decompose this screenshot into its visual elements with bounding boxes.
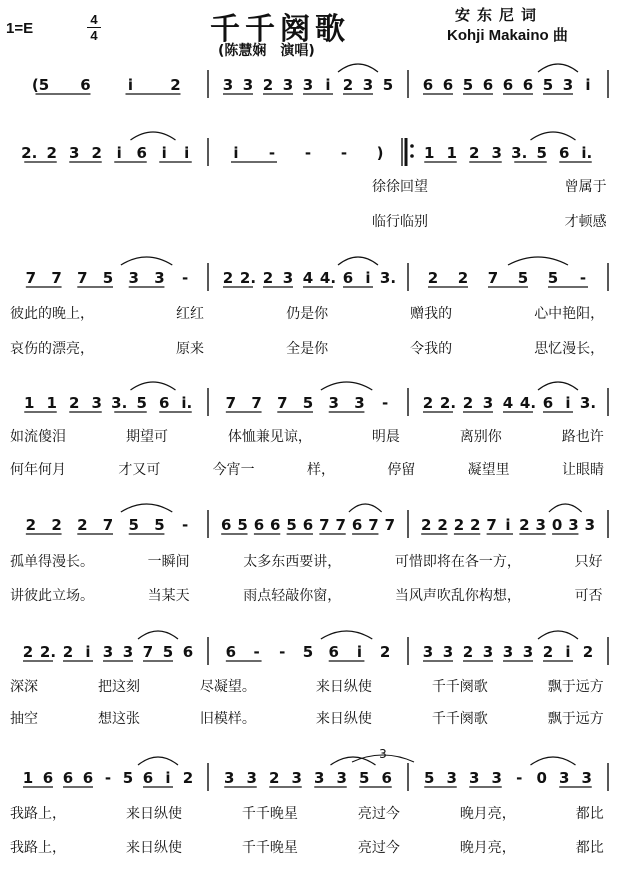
note: - xyxy=(182,516,189,534)
lyric-phrase: 来日纵使 xyxy=(315,679,372,695)
lyric-phrase: 太多东西要讲， xyxy=(243,554,342,570)
meter-denominator: 4 xyxy=(90,28,98,43)
note: 3 xyxy=(482,394,494,412)
lyric-phrase: 尽凝望。 xyxy=(199,679,256,695)
lyric-phrase: 雨点轻敲你窗， xyxy=(243,588,342,604)
note: 7 xyxy=(142,643,154,661)
note: 5 xyxy=(286,516,297,534)
lyric-line xyxy=(372,176,607,196)
note: 5 xyxy=(102,269,114,287)
note: 1 xyxy=(24,394,35,412)
lyric-phrase: 旧模样。 xyxy=(199,711,256,727)
lyric-phrase: 哀伤的漂亮， xyxy=(10,341,94,357)
lyric-phrase: 千千阕歌 xyxy=(431,711,488,727)
note: 2. xyxy=(21,144,38,162)
note: 3 xyxy=(522,643,534,661)
note: 4 xyxy=(302,269,314,287)
note: 2. xyxy=(239,269,257,287)
lyric-phrase: 亮过今 xyxy=(357,806,400,822)
note: 5 xyxy=(359,769,370,787)
note: 7 xyxy=(77,269,88,287)
note: 5 xyxy=(536,144,547,162)
note: 2 xyxy=(170,76,181,94)
note: 1 xyxy=(22,769,34,787)
lyric-phrase: 来日纵使 xyxy=(125,840,182,856)
note: 3 xyxy=(482,643,494,661)
note: 2. xyxy=(439,394,457,412)
note: i xyxy=(585,76,591,94)
note: 5 xyxy=(302,394,314,412)
lyric-phrase: 样， xyxy=(306,462,335,478)
note: 6 xyxy=(482,76,494,94)
note: 2 xyxy=(91,144,102,162)
lyric-line xyxy=(10,837,604,857)
note: 3 xyxy=(584,516,596,534)
slur-arc xyxy=(131,132,176,140)
lyric-phrase: 原来 xyxy=(176,341,205,357)
lyric-phrase: 只好 xyxy=(574,554,603,570)
note: 7 xyxy=(368,516,379,534)
note: 6 xyxy=(136,144,147,162)
note: 5 xyxy=(128,516,139,534)
note: 6 xyxy=(559,144,570,162)
note: 2. xyxy=(39,643,57,661)
lyric-phrase: 晚月亮， xyxy=(459,840,516,856)
note: 3 xyxy=(491,144,502,162)
note: 3 xyxy=(422,643,434,661)
lyric-phrase: 深深 xyxy=(10,679,38,695)
lyric-phrase: 把这刻 xyxy=(97,679,140,695)
note: 5 xyxy=(136,394,147,412)
note: 2 xyxy=(342,76,354,94)
note: - xyxy=(579,269,587,287)
lyric-phrase: 抽空 xyxy=(10,711,38,727)
note: 2 xyxy=(22,643,34,661)
note: 3 xyxy=(224,769,235,787)
note: 3 xyxy=(502,643,514,661)
note: 6 xyxy=(142,769,154,787)
note: 2 xyxy=(420,516,432,534)
lyric-line xyxy=(10,426,604,446)
note: 3 xyxy=(291,769,302,787)
note: 3. xyxy=(111,394,128,412)
note: 6 xyxy=(302,516,314,534)
note: i xyxy=(184,144,190,162)
lyric-phrase: 可惜即将在各一方， xyxy=(394,554,521,570)
note: 3 xyxy=(102,643,114,661)
lyric-phrase: 当某天 xyxy=(147,588,190,604)
note: 2 xyxy=(69,394,80,412)
note: 5 xyxy=(162,643,174,661)
note: 5 xyxy=(517,269,529,287)
slur-arc xyxy=(538,382,578,390)
note: 6 xyxy=(502,76,514,94)
note: 6 xyxy=(159,394,170,412)
note: 3 xyxy=(69,144,80,162)
key-signature: 1=E xyxy=(6,20,34,37)
lyric-phrase: 讲彼此立场。 xyxy=(10,588,94,604)
note: 2 xyxy=(25,516,37,534)
note: 0 xyxy=(536,769,547,787)
lyricist-credit: 安东尼词 xyxy=(455,6,544,24)
lyric-phrase: 体恤兼见谅， xyxy=(227,429,312,445)
note: 1 xyxy=(46,394,57,412)
note: 2 xyxy=(262,76,274,94)
slur-arc xyxy=(321,631,372,639)
note: - xyxy=(516,769,523,787)
lyric-line xyxy=(10,585,603,605)
note: 5 xyxy=(382,76,394,94)
note: i xyxy=(565,643,571,661)
note: 4. xyxy=(319,269,337,287)
note: 6 xyxy=(82,769,94,787)
note: 6 xyxy=(328,643,339,661)
note: 7 xyxy=(487,269,499,287)
note: i xyxy=(505,516,511,534)
lyric-phrase: 都比 xyxy=(575,840,604,856)
lyric-phrase: 令我的 xyxy=(410,341,453,357)
lyric-phrase: 我路上， xyxy=(10,806,66,822)
note: i xyxy=(127,76,134,94)
note: 6 xyxy=(80,76,91,94)
slur-arc xyxy=(121,504,172,512)
note: 6 xyxy=(220,516,232,534)
note: - xyxy=(253,643,260,661)
note: 2 xyxy=(542,643,554,661)
note: i xyxy=(565,394,571,412)
note: 4 xyxy=(502,394,514,412)
lyric-phrase: 临行临别 xyxy=(372,214,428,230)
lyric-phrase: 何年何月 xyxy=(10,462,66,478)
lyric-line xyxy=(10,708,604,728)
lyric-phrase: 路也许 xyxy=(561,429,604,445)
note: 3 xyxy=(442,643,454,661)
note: - xyxy=(182,269,189,287)
lyric-phrase: 明晨 xyxy=(371,429,400,445)
note: 2 xyxy=(427,269,439,287)
note: 5 xyxy=(547,269,559,287)
note: 3 xyxy=(559,769,570,787)
note: 1 xyxy=(446,144,457,162)
lyric-phrase: 期望可 xyxy=(125,429,168,445)
note: 3 xyxy=(282,76,294,94)
lyric-phrase: 当风声吹乱你构想， xyxy=(394,588,521,604)
note: 3. xyxy=(379,269,397,287)
note: 3 xyxy=(328,394,339,412)
note: 3 xyxy=(581,769,592,787)
note: 2 xyxy=(422,394,434,412)
note: 3 xyxy=(91,394,102,412)
note: ) xyxy=(376,144,384,162)
note: 3 xyxy=(491,769,502,787)
note: 7 xyxy=(486,516,497,534)
lyric-phrase: 亮过今 xyxy=(357,840,400,856)
note: 3 xyxy=(314,769,325,787)
note: 2 xyxy=(62,643,74,661)
note: 3 xyxy=(302,76,314,94)
note: 4. xyxy=(519,394,537,412)
note: 7 xyxy=(102,516,114,534)
note: 2 xyxy=(462,394,474,412)
note: i xyxy=(325,76,331,94)
note: - xyxy=(104,769,112,787)
note: 2 xyxy=(379,643,391,661)
note: 5 xyxy=(154,516,165,534)
lyric-phrase: 凝望里 xyxy=(467,462,510,478)
note: 6 xyxy=(182,643,194,661)
note: 2 xyxy=(222,269,234,287)
note: 3 xyxy=(128,269,139,287)
note: 7 xyxy=(319,516,330,534)
note: 6 xyxy=(62,769,74,787)
note: 6 xyxy=(542,394,554,412)
note: 3 xyxy=(222,76,234,94)
lyric-phrase: 千千阕歌 xyxy=(431,679,488,695)
note: 5 xyxy=(462,76,474,94)
note: - xyxy=(382,394,389,412)
lyric-phrase: 停留 xyxy=(387,462,416,478)
note: i. xyxy=(581,144,593,162)
note: 3 xyxy=(469,769,480,787)
note: 7 xyxy=(25,269,37,287)
lyric-line xyxy=(372,211,607,231)
note: 2 xyxy=(519,516,530,534)
note: 3 xyxy=(562,76,574,94)
note: 2 xyxy=(462,643,474,661)
note: 3 xyxy=(246,769,257,787)
note: 2 xyxy=(46,144,57,162)
note: 6 xyxy=(522,76,534,94)
note: 2 xyxy=(469,144,480,162)
lyric-phrase: 今宵一 xyxy=(212,462,255,478)
note: 6 xyxy=(270,516,281,534)
note: 2 xyxy=(453,516,465,534)
lyric-phrase: 晚月亮， xyxy=(459,806,516,822)
lyric-phrase: 飘于远方 xyxy=(547,711,604,727)
note: 3 xyxy=(336,769,347,787)
slur-arc xyxy=(508,257,568,265)
slur-arc xyxy=(349,504,382,512)
slur-arc xyxy=(138,631,178,639)
note: - xyxy=(304,144,312,162)
lyric-phrase: 才顿感 xyxy=(564,214,607,230)
note: 7 xyxy=(225,394,237,412)
note: 2 xyxy=(269,769,280,787)
lyric-phrase: 仍是你 xyxy=(286,306,329,322)
note: - xyxy=(268,144,276,162)
slur-arc xyxy=(321,382,372,390)
note: i xyxy=(365,269,371,287)
song-title: 千千阕歌 xyxy=(210,12,350,47)
lyric-phrase: 心中艳阳， xyxy=(534,306,605,322)
lyric-phrase: 才又可 xyxy=(118,462,161,478)
lyric-phrase: 想这张 xyxy=(97,711,140,727)
note: 7 xyxy=(277,394,288,412)
lyric-phrase: 千千晚星 xyxy=(241,840,298,856)
slur-arc xyxy=(549,504,582,512)
lyric-phrase: 徐徐回望 xyxy=(372,179,428,195)
slur-arc xyxy=(131,382,176,390)
repeat-dot xyxy=(410,154,414,158)
note: 3. xyxy=(511,144,528,162)
note: 2 xyxy=(51,516,62,534)
lyric-line xyxy=(10,803,604,823)
lyric-phrase: 离别你 xyxy=(459,429,502,445)
note: 7 xyxy=(335,516,346,534)
lyric-phrase: 来日纵使 xyxy=(125,806,182,822)
note: i xyxy=(116,144,122,162)
note: - xyxy=(279,643,286,661)
lyric-line xyxy=(10,338,604,358)
note: 6 xyxy=(381,769,392,787)
note: (5 xyxy=(31,76,50,94)
note: 3 xyxy=(568,516,579,534)
note: 3 xyxy=(535,516,546,534)
note: 6 xyxy=(42,769,54,787)
slur-arc xyxy=(138,757,178,765)
triplet-mark: 3 xyxy=(379,747,387,761)
lyric-phrase: 彼此的晚上， xyxy=(10,306,94,322)
note: 2 xyxy=(262,269,274,287)
note: i xyxy=(356,643,363,661)
note: 5 xyxy=(122,769,134,787)
note: 6 xyxy=(351,516,363,534)
note: - xyxy=(340,144,348,162)
lyric-phrase: 孤单得漫长。 xyxy=(10,554,94,570)
lyric-phrase: 都比 xyxy=(575,806,604,822)
meter-numerator: 4 xyxy=(90,12,98,27)
lyric-line xyxy=(10,551,603,571)
note: 5 xyxy=(237,516,248,534)
note: 6 xyxy=(422,76,434,94)
slur-arc xyxy=(338,257,378,265)
note: 6 xyxy=(342,269,354,287)
note: i xyxy=(85,643,91,661)
lyric-line xyxy=(10,303,604,323)
note: 5 xyxy=(542,76,554,94)
note: 5 xyxy=(424,769,435,787)
note: 7 xyxy=(51,269,62,287)
repeat-dot xyxy=(410,144,414,148)
lyric-phrase: 全是你 xyxy=(286,341,329,357)
note: 3 xyxy=(446,769,457,787)
lyric-phrase: 如流傻泪 xyxy=(10,429,66,445)
lyric-phrase: 来日纵使 xyxy=(315,711,372,727)
note: 1 xyxy=(424,144,435,162)
note: 6 xyxy=(253,516,265,534)
lyric-phrase: 让眼睛 xyxy=(561,462,604,478)
note: 7 xyxy=(251,394,262,412)
lyric-phrase: 我路上， xyxy=(10,840,66,856)
slur-arc xyxy=(531,132,576,140)
lyric-phrase: 赠我的 xyxy=(410,306,453,322)
note: 3 xyxy=(282,269,294,287)
lyric-phrase: 思忆漫长， xyxy=(534,341,605,357)
note: 6 xyxy=(225,643,237,661)
note: 2 xyxy=(470,516,481,534)
lyric-phrase: 千千晚星 xyxy=(241,806,298,822)
lyric-phrase: 曾属于 xyxy=(564,179,607,195)
note: 2 xyxy=(582,643,594,661)
slur-arc xyxy=(338,64,378,72)
note: 3 xyxy=(122,643,134,661)
lyric-line xyxy=(10,459,604,479)
note: 3 xyxy=(242,76,254,94)
lyric-phrase: 飘于远方 xyxy=(547,679,604,695)
note: i. xyxy=(181,394,193,412)
slur-arc xyxy=(121,257,172,265)
composer-credit: Kohji Makaino 曲 xyxy=(447,27,568,44)
slur-arc xyxy=(531,757,576,765)
note: i xyxy=(233,144,239,162)
lyric-phrase: 红红 xyxy=(176,306,205,322)
note: 6 xyxy=(442,76,454,94)
note: 3 xyxy=(154,269,165,287)
lyric-line xyxy=(10,676,604,696)
note: 7 xyxy=(384,516,396,534)
note: i xyxy=(161,144,167,162)
lyric-phrase: 一瞬间 xyxy=(147,554,190,570)
note: 2 xyxy=(437,516,448,534)
note: 2 xyxy=(457,269,469,287)
slur-arc xyxy=(538,631,578,639)
note: 3 xyxy=(354,394,365,412)
note: 3 xyxy=(362,76,374,94)
note: i xyxy=(165,769,171,787)
note: 0 xyxy=(551,516,563,534)
note: 5 xyxy=(302,643,314,661)
note: 2 xyxy=(77,516,88,534)
lyric-phrase: 可否 xyxy=(574,588,603,604)
slur-arc xyxy=(538,64,578,72)
singer-credit: (陈慧娴 演唱) xyxy=(218,43,315,59)
note: 3. xyxy=(579,394,597,412)
note: 2 xyxy=(182,769,194,787)
